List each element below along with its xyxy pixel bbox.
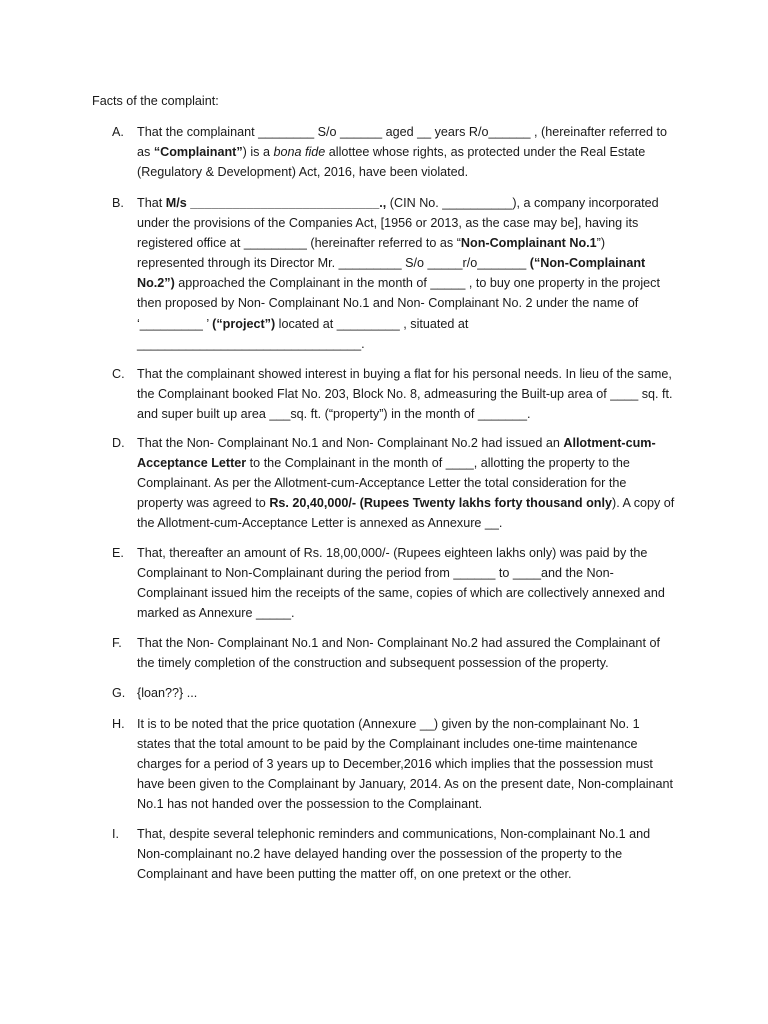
item-line: Non-complainant no.2 have delayed handing over the possession of the property to the xyxy=(137,847,623,862)
item-line: marked as Annexure _____. xyxy=(137,606,295,621)
item-marker: D. xyxy=(112,436,125,450)
item-line: then proposed by Non- Complainant No.1 and Non- Complainant No. 2 under the name of xyxy=(137,296,639,311)
item-marker: C. xyxy=(112,367,125,381)
item-line: That the complainant ________ S/o ______ aged __ years R/o______ , (hereinafter referred to xyxy=(137,125,668,139)
item-line: charges for a period of 3 years up to December,2016 which implies that the possession must xyxy=(137,757,653,772)
item-line: represented through its Director Mr. _________ S/o _____r/o_______ (“Non-Complainant xyxy=(137,256,646,271)
item-line: Complainant. As per the Allotment-cum-Acceptance Letter the total consideration for the xyxy=(137,476,627,491)
item-line: as “Complainant”) is a bona fide allottee whose rights, as protected under the Real Estate xyxy=(137,145,646,160)
item-marker: I. xyxy=(112,827,119,841)
item-line: Complainant to Non-Complainant during the period from ______ to ____and the Non- xyxy=(137,566,614,581)
item-line: ‘_________ ’ (“project”) located at _________ , situated at xyxy=(137,316,469,331)
list-item-a xyxy=(112,122,678,182)
list-item-i xyxy=(112,824,678,884)
list-item-f xyxy=(112,633,678,673)
item-line: Complainant issued him the receipts of the same, copies of which are collectively annexed and xyxy=(137,586,665,601)
item-line: That the Non- Complainant No.1 and Non- Complainant No.2 had assured the Complainant of xyxy=(137,636,660,650)
list-item-d xyxy=(112,433,678,533)
item-line: have been given to the Complainant by January, 2014. As on the present date, Non-complainant xyxy=(137,777,674,792)
item-line: It is to be noted that the price quotation (Annexure __) given by the non-complainant No. 1 xyxy=(137,717,640,731)
item-line: {loan??} ... xyxy=(137,686,198,700)
list-item-b xyxy=(112,193,678,354)
item-line: the Allotment-cum-Acceptance Letter is annexed as Annexure __. xyxy=(137,516,503,531)
item-line: No.2”) approached the Complainant in the month of _____ , to buy one property in the project xyxy=(137,276,660,291)
item-line: property was agreed to Rs. 20,40,000/- (Rupees Twenty lakhs forty thousand only). A copy of xyxy=(137,496,675,511)
item-line: ________________________________. xyxy=(137,336,365,351)
list-item-e xyxy=(112,543,678,623)
item-marker: H. xyxy=(112,717,125,731)
item-marker: G. xyxy=(112,686,126,700)
item-line: Acceptance Letter to the Complainant in the month of ____, allotting the property to the xyxy=(137,456,630,471)
item-marker: E. xyxy=(112,546,124,560)
item-line: No.1 has not handed over the possession to the Complainant. xyxy=(137,797,483,812)
item-marker: B. xyxy=(112,196,124,210)
item-line: the timely completion of the construction and subsequent possession of the property. xyxy=(137,656,609,671)
item-line: That the Non- Complainant No.1 and Non- Complainant No.2 had issued an Allotment-cum- xyxy=(137,436,656,450)
item-line: under the provisions of the Companies Act, [1956 or 2013, as the case may be], having its xyxy=(137,216,639,231)
list-item-c xyxy=(112,364,678,424)
item-line: registered office at _________ (hereinafter referred to as “Non-Complainant No.1”) xyxy=(137,236,606,251)
item-marker: F. xyxy=(112,636,122,650)
item-line: That the complainant showed interest in buying a flat for his personal needs. In lieu of the same, xyxy=(137,367,672,381)
section-heading: Facts of the complaint: xyxy=(92,94,219,108)
list-item-g xyxy=(112,683,678,703)
item-line: the Complainant booked Flat No. 203, Block No. 8, admeasuring the Built-up area of ____ sq. ft. xyxy=(137,387,673,402)
item-line: states that the total amount to be paid by the Complainant includes one-time maintenance xyxy=(137,737,638,752)
list-item-h xyxy=(112,714,678,814)
item-marker: A. xyxy=(112,125,124,139)
item-line: Complainant and have been putting the matter off, on one pretext or the other. xyxy=(137,867,572,882)
item-line: That, despite several telephonic reminders and communications, Non-complainant No.1 and xyxy=(137,827,651,841)
item-line: (Regulatory & Development) Act, 2016, have been violated. xyxy=(137,165,469,180)
item-line: That, thereafter an amount of Rs. 18,00,000/- (Rupees eighteen lakhs only) was paid by the xyxy=(137,546,648,560)
item-line: and super built up area ___sq. ft. (“property”) in the month of _______. xyxy=(137,407,531,422)
item-line: That M/s ___________________________., (CIN No. __________), a company incorporated xyxy=(137,196,659,210)
